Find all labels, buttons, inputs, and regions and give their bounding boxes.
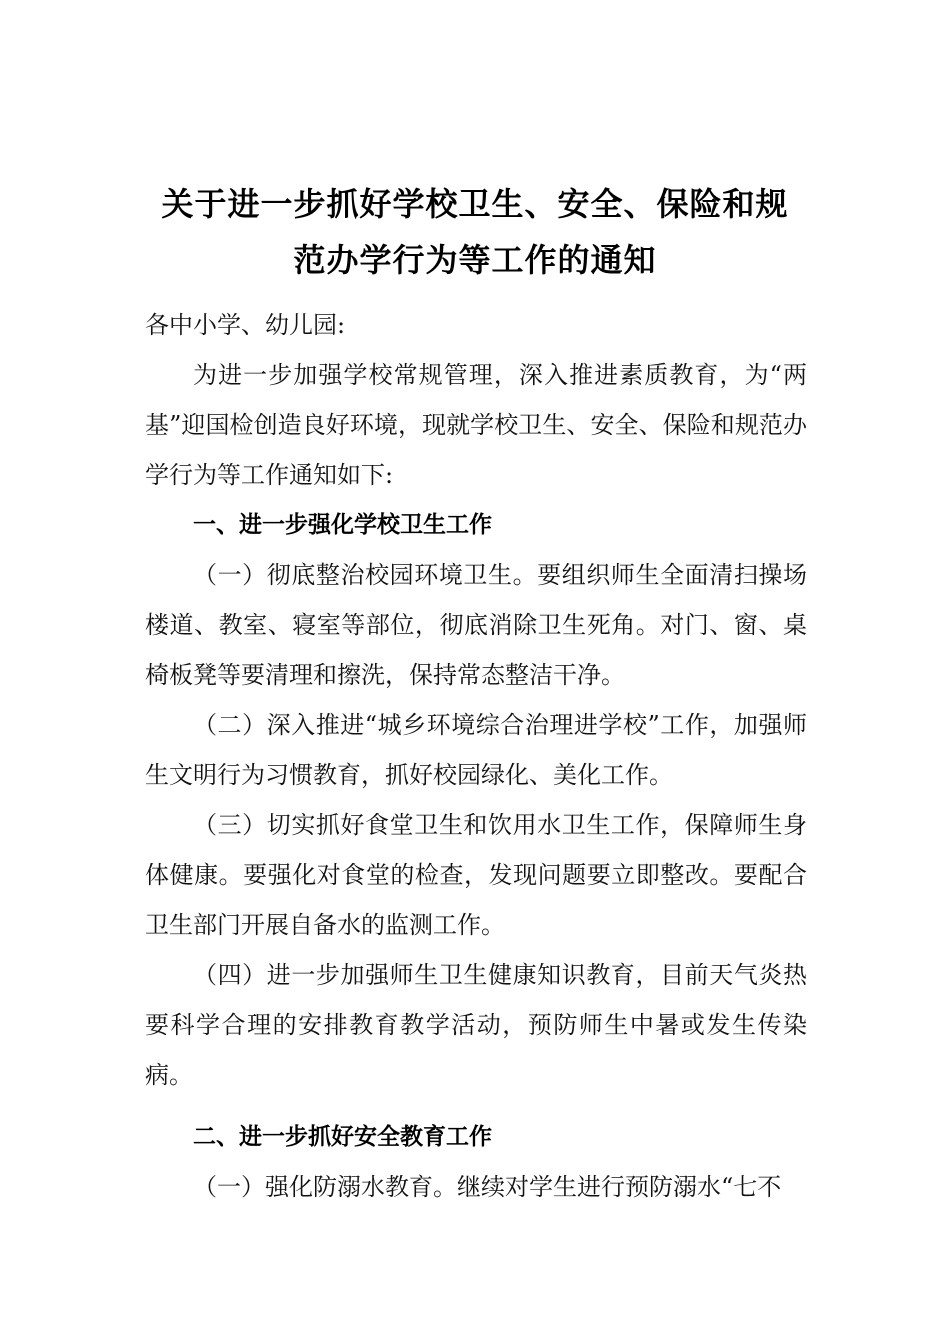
section-1-item-2: （二）深入推进“城乡环境综合治理进学校”工作，加强师生文明行为习惯教育，抓好校园绿化、美化工作。 <box>145 711 807 789</box>
section-heading-2: 二、进一步抓好安全教育工作 <box>193 1124 492 1150</box>
document-title <box>140 176 810 288</box>
section-1-item-1: （一）彻底整治校园环境卫生。要组织师生全面清扫操场楼道、教室、寝室等部位，彻底消除卫生死角。对门、窗、桌椅板凳等要清理和擦洗，保持常态整洁干净。 <box>145 561 807 689</box>
salutation: 各中小学、幼儿园: <box>145 311 346 339</box>
section-heading-1: 一、进一步强化学校卫生工作 <box>193 512 492 538</box>
section-1-item-4: （四）进一步加强师生卫生健康知识教育，目前天气炎热要科学合理的安排教育教学活动，预防师生中暑或发生传染病。 <box>145 961 807 1089</box>
intro-paragraph: 为进一步加强学校常规管理，深入推进素质教育，为“两基”迎国检创造良好环境，现就学校卫生、安全、保险和规范办学行为等工作通知如下: <box>145 361 807 489</box>
section-1-item-3: （三）切实抓好食堂卫生和饮用水卫生工作，保障师生身体健康。要强化对食堂的检查，发现问题要立即整改。要配合卫生部门开展自备水的监测工作。 <box>145 811 807 939</box>
document-title-line-2: 范办学行为等工作的通知 <box>293 241 657 279</box>
document-body <box>145 300 807 1212</box>
section-2-item-1: （一）强化防溺水教育。继续对学生进行预防溺水“七不 <box>193 1173 782 1201</box>
document-title-line-1: 关于进一步抓好学校卫生、安全、保险和规 <box>161 185 789 223</box>
